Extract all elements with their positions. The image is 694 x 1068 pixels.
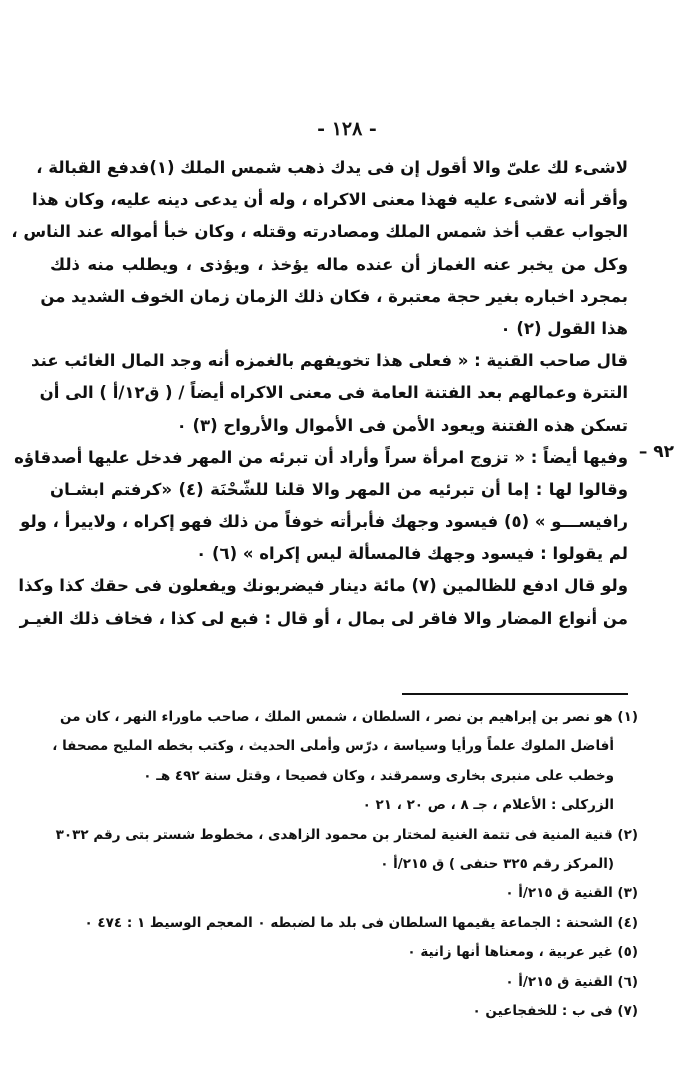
paragraph-number: ٩٢ – [638,441,674,462]
text-line: بمجرد اخباره بغير حجة معتبرة ، فكان ذلك الزمان زمان الخوف الشديد من [40,286,628,306]
numbered-paragraph [14,441,674,474]
footnote-separator [402,693,628,695]
main-text [11,152,674,635]
text-line: ولو قال ادفع للظالمين (٧) مائة دينار فيضربونك ويفعلون فى حقك كذا وكذا [18,576,628,596]
page-number: - ١٢٨ - [317,118,377,140]
footnote-line: وخطب على منبرى بخارى وسمرقند ، وكان فصيحا ، وقتل سنة ٤٩٢ هـ ٠ [143,767,614,784]
footnote-line: (المركز رقم ٣٢٥ حنفى ) ق ٢١٥/أ ٠ [380,855,614,872]
text-line: قال صاحب القنية : « فعلى هذا تخويفهم بالغمزه أنه وجد المال الغائب عند [31,351,628,371]
footnote-line: الزركلى : الأعلام ، جـ ٨ ، ص ٢٠ ، ٢١ ٠ [362,797,614,814]
footnote-line: (٢) قنية المنية فى تتمة الغنية لمختار بن محمود الزاهدى ، مخطوط شستر بتى رقم ٣٠٣٢ [55,826,638,843]
footnote-line: أفاضل الملوك علماً ورأيا وسياسة ، درّس وأملى الحديث ، وكتب بخطه المليح مصحفا ، [52,738,614,755]
text-line: التترة وعمالهم بعد الفتنة العامة فى معنى الاكراه أيضاً / ( ق١٢/أ ) الى أن [39,383,628,403]
text-line: هذا القول (٢) ٠ [500,318,628,338]
footnote-line: (٥) غير عربية ، ومعناها أنها زانية ٠ [407,944,638,961]
text-line: من أنواع المضار والا فاقر لى بمال ، أو قال : فبع لى كذا ، فخاف ذلك الغيـر [19,608,628,628]
text-line: لم يقولوا : فيسود وجهك فالمسألة ليس إكراه » (٦) ٠ [196,544,628,564]
text-line: وفيها أيضاً : « تزوج امرأة سراً وأراد أن تبرئه من المهر فدخل عليها أصدقاؤه [14,447,628,467]
text-line: الجواب عقب أخذ شمس الملك ومصادرته وقتله ، وكان خبأ أمواله عند الناس ، [11,222,628,242]
text-line: رافيســـو » (٥) فيسود وجهك فأبرأته خوفاً من ذلك فهو إكراه ، ولاييرأ ، ولو [20,512,628,532]
footnote-line: (١) هو نصر بن إبراهيم بن نصر ، السلطان ، شمس الملك ، صاحب ماوراء النهر ، كان من [60,709,638,725]
footnotes [52,703,638,1026]
footnote-line: (٣) القنية ق ٢١٥/أ ٠ [505,885,638,902]
footnote-line: (٦) القنية ق ٢١٥/أ ٠ [505,973,638,990]
text-line: وكل من يخبر عنه الغماز أن عنده ماله يؤخذ ، ويؤذى ، ويطلب منه ذلك [50,254,628,274]
text-line: لاشىء لك علىّ والا أقول إن فى يدك ذهب شمس الملك (١)فدفع القبالة ، [36,158,628,177]
text-line: وأقر أنه لاشىء عليه فهذا معنى الاكراه ، وله أن يدعى دينه عليه، وكان هذا [31,190,628,210]
footnote-line: (٤) الشحنة : الجماعة يقيمها السلطان فى بلد ما لضبطه ٠ المعجم الوسيط ١ : ٤٧٤ ٠ [84,914,638,931]
footnote-line: (٧) فى ب : للخفجاعين ٠ [472,1002,638,1019]
text-line: وقالوا لها : إما أن تبرئيه من المهر والا قلنا للشّحْنَة (٤) «كرفتم ابشـان [50,479,628,499]
text-line: تسكن هذه الفتنة ويعود الأمن فى الأموال والأرواح (٣) ٠ [176,415,628,435]
